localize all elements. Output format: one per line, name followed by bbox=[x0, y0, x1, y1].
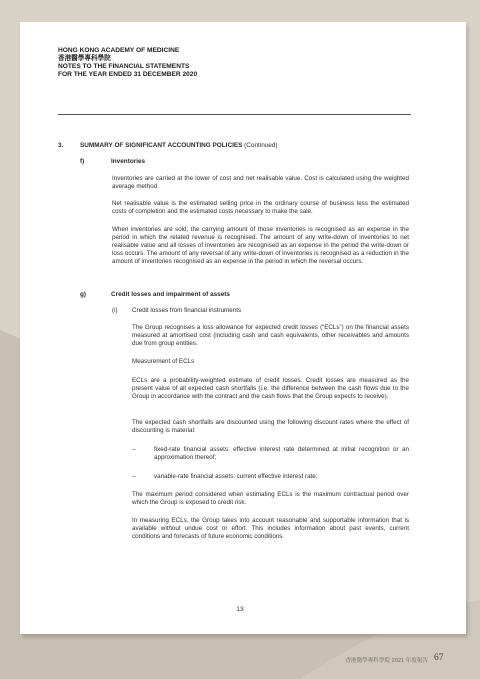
page-number: 13 bbox=[236, 606, 244, 613]
paragraph: When inventories are sold, the carrying amount of those inventories is recognised as an expense in the period in which the related revenue is recognised. The amount of any write-down of inventories to net realisable value and all losses of inventories are recognised as an expense in the period the write-down or loss occurs. The amount of any reversal of any write-down of inventories is recognised as a reduction in the amount of inventories recognised as an expense in the period in which the reversal occurs. bbox=[112, 226, 409, 265]
paragraph: Inventories are carried at the lower of cost and net realisable value. Cost is calculated using the weighted average method. bbox=[112, 175, 409, 190]
notes-title: NOTES TO THE FINANCIAL STATEMENTS bbox=[58, 63, 190, 71]
paragraph: ECLs are a probability-weighted estimate of credit losses. Credit losses are measured as the present value of all expected cash shortfalls (i.e. the difference between the cash flows due to the Group in accordance with the contract and the cash flows that the Group expects to receive). bbox=[132, 377, 409, 400]
subsection-heading: Inventories bbox=[111, 158, 146, 165]
footer-page-number: 67 bbox=[434, 653, 444, 663]
section-title-text: SUMMARY OF SIGNIFICANT ACCOUNTING POLICIES bbox=[80, 142, 243, 149]
paragraph: In measuring ECLs, the Group takes into account reasonable and supportable information that is available without undue cost or effort. This includes information about past events, current conditions and forecasts of future economic conditions. bbox=[132, 517, 409, 540]
subsection-heading: Credit losses and impairment of assets bbox=[111, 291, 230, 298]
footer-report-title: 香港醫學專科學院 2021 年度報告 bbox=[345, 658, 428, 664]
subsection-label: f) bbox=[80, 158, 85, 165]
paragraph: The Group recognises a loss allowance for expected credit losses (“ECLs”) on the financial assets measured at amortised cost (including cash and cash equivalents, other receivables and amounts due from group entities. bbox=[132, 324, 409, 347]
header-divider bbox=[58, 114, 411, 115]
bullet-marker: – bbox=[132, 446, 136, 453]
paragraph: The expected cash shortfalls are discounted using the following discount rates where the effect of discounting is material: bbox=[132, 419, 409, 434]
section-continued: (Continued) bbox=[244, 142, 278, 149]
paragraph: The maximum period considered when estimating ECLs is the maximum contractual period over which the Group is exposed to credit risk. bbox=[132, 491, 409, 506]
bullet-text: variable-rate financial assets: current effective interest rate; bbox=[154, 473, 318, 480]
subsection-label: g) bbox=[80, 291, 87, 298]
bullet-text: fixed-rate financial assets: effective interest rate determined at initial recognition or an approximation thereof; bbox=[154, 446, 409, 461]
paragraph: Net realisable value is the estimated selling price in the ordinary course of business less the estimated costs of completion and the estimated costs necessary to make the sale. bbox=[112, 200, 409, 215]
section-title bbox=[80, 142, 278, 150]
section-number: 3. bbox=[58, 142, 64, 149]
measurement-heading: Measurement of ECLs bbox=[132, 358, 195, 365]
item-heading: Credit losses from financial instruments bbox=[132, 307, 242, 314]
org-name-en: HONG KONG ACADEMY OF MEDICINE bbox=[58, 47, 180, 54]
bullet-marker: – bbox=[132, 473, 136, 480]
period-title: FOR THE YEAR ENDED 31 DECEMBER 2020 bbox=[58, 71, 198, 79]
item-label: (i) bbox=[112, 307, 118, 314]
org-name-zh: 香港醫學專科學院 bbox=[58, 55, 111, 63]
document-header bbox=[58, 47, 418, 79]
